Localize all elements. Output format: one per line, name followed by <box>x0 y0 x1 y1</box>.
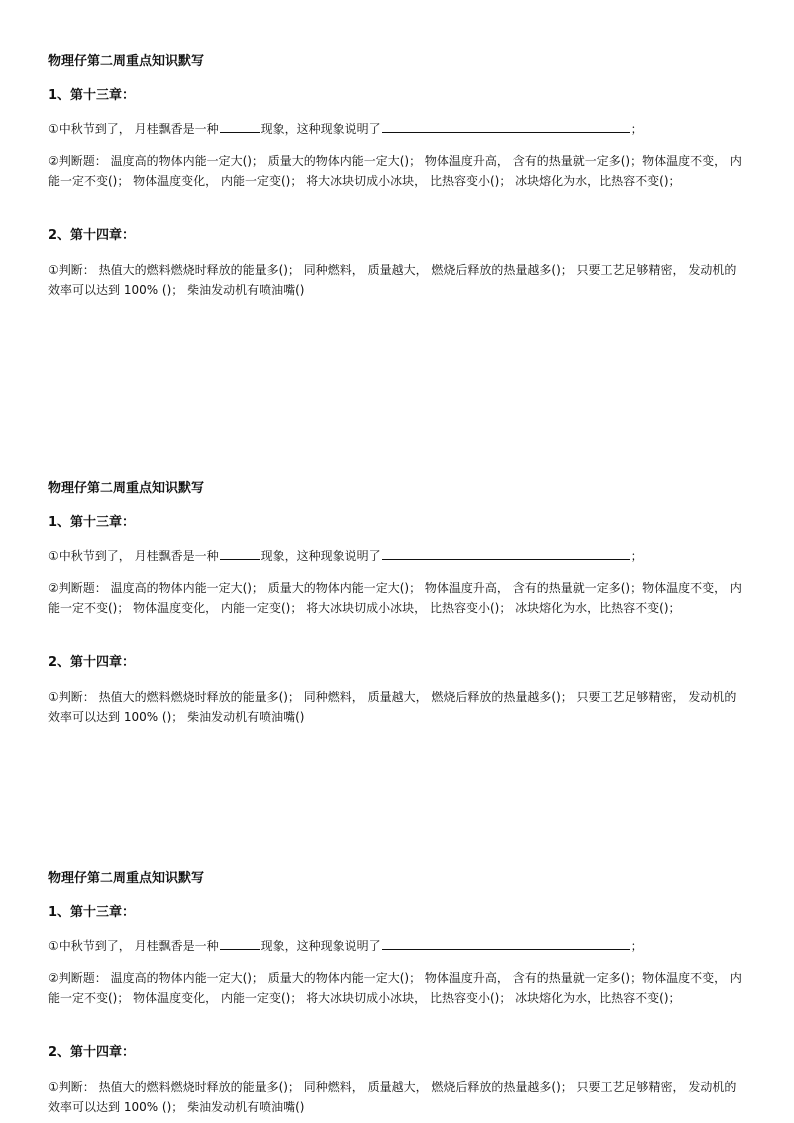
answer-blank-long[interactable] <box>382 118 630 133</box>
question-1-text-start: ①中秋节到了， 月桂飘香是一种 <box>48 122 219 136</box>
chapter-13-question-2: ②判断题： 温度高的物体内能一定大()； 质量大的物体内能一定大()； 物体温度升高， 含有的热量就一定多()；物体温度不变， 内能一定不变()； 物体温度变化， 内能一定变()； 将大冰块切成小冰块， 比热容变小()； 冰块熔化为水，比热容不变()； <box>48 971 742 1005</box>
answer-blank-long[interactable] <box>382 545 630 560</box>
chapter-14-heading: 2、第十四章： <box>48 1045 136 1060</box>
chapter-14-heading: 2、第十四章： <box>48 655 136 670</box>
question-1-text-start: ①中秋节到了， 月桂飘香是一种 <box>48 939 219 953</box>
chapter-13-question-1 <box>48 118 643 139</box>
chapter-13-question-1 <box>48 935 643 956</box>
question-1-text-end: ； <box>630 122 643 136</box>
chapter-14-question-1: ①判断： 热值大的燃料燃烧时释放的能量多()； 同种燃料， 质量越大， 燃烧后释放的热量越多()； 只要工艺足够精密， 发动机的效率可以达到 100% ()； 柴油发动机有喷油嘴() <box>48 1080 737 1114</box>
chapter-13-heading: 1、第十三章： <box>48 515 136 530</box>
chapter-14-heading: 2、第十四章： <box>48 228 136 243</box>
answer-blank-short[interactable] <box>220 935 260 950</box>
worksheet-title: 物理仔第二周重点知识默写 <box>48 54 205 69</box>
question-1-text-end: ； <box>630 939 643 953</box>
chapter-13-question-2: ②判断题： 温度高的物体内能一定大()； 质量大的物体内能一定大()； 物体温度升高， 含有的热量就一定多()；物体温度不变， 内能一定不变()； 物体温度变化， 内能一定变()； 将大冰块切成小冰块， 比热容变小()； 冰块熔化为水，比热容不变()； <box>48 154 742 188</box>
question-1-text-end: ； <box>630 549 643 563</box>
question-1-text-start: ①中秋节到了， 月桂飘香是一种 <box>48 549 219 563</box>
worksheet-title: 物理仔第二周重点知识默写 <box>48 871 205 886</box>
worksheet-title: 物理仔第二周重点知识默写 <box>48 481 205 496</box>
answer-blank-long[interactable] <box>382 935 630 950</box>
chapter-13-question-2: ②判断题： 温度高的物体内能一定大()； 质量大的物体内能一定大()； 物体温度升高， 含有的热量就一定多()；物体温度不变， 内能一定不变()； 物体温度变化， 内能一定变()； 将大冰块切成小冰块， 比热容变小()； 冰块熔化为水，比热容不变()； <box>48 581 742 615</box>
chapter-14-question-1: ①判断： 热值大的燃料燃烧时释放的能量多()； 同种燃料， 质量越大， 燃烧后释放的热量越多()； 只要工艺足够精密， 发动机的效率可以达到 100% ()； 柴油发动机有喷油嘴() <box>48 263 737 297</box>
question-1-text-middle: 现象，这种现象说明了 <box>260 549 381 563</box>
chapter-13-question-1 <box>48 545 643 566</box>
chapter-14-question-1: ①判断： 热值大的燃料燃烧时释放的能量多()； 同种燃料， 质量越大， 燃烧后释放的热量越多()； 只要工艺足够精密， 发动机的效率可以达到 100% ()； 柴油发动机有喷油嘴() <box>48 690 737 724</box>
chapter-13-heading: 1、第十三章： <box>48 905 136 920</box>
answer-blank-short[interactable] <box>220 118 260 133</box>
chapter-13-heading: 1、第十三章： <box>48 88 136 103</box>
question-1-text-middle: 现象，这种现象说明了 <box>260 939 381 953</box>
answer-blank-short[interactable] <box>220 545 260 560</box>
question-1-text-middle: 现象，这种现象说明了 <box>260 122 381 136</box>
